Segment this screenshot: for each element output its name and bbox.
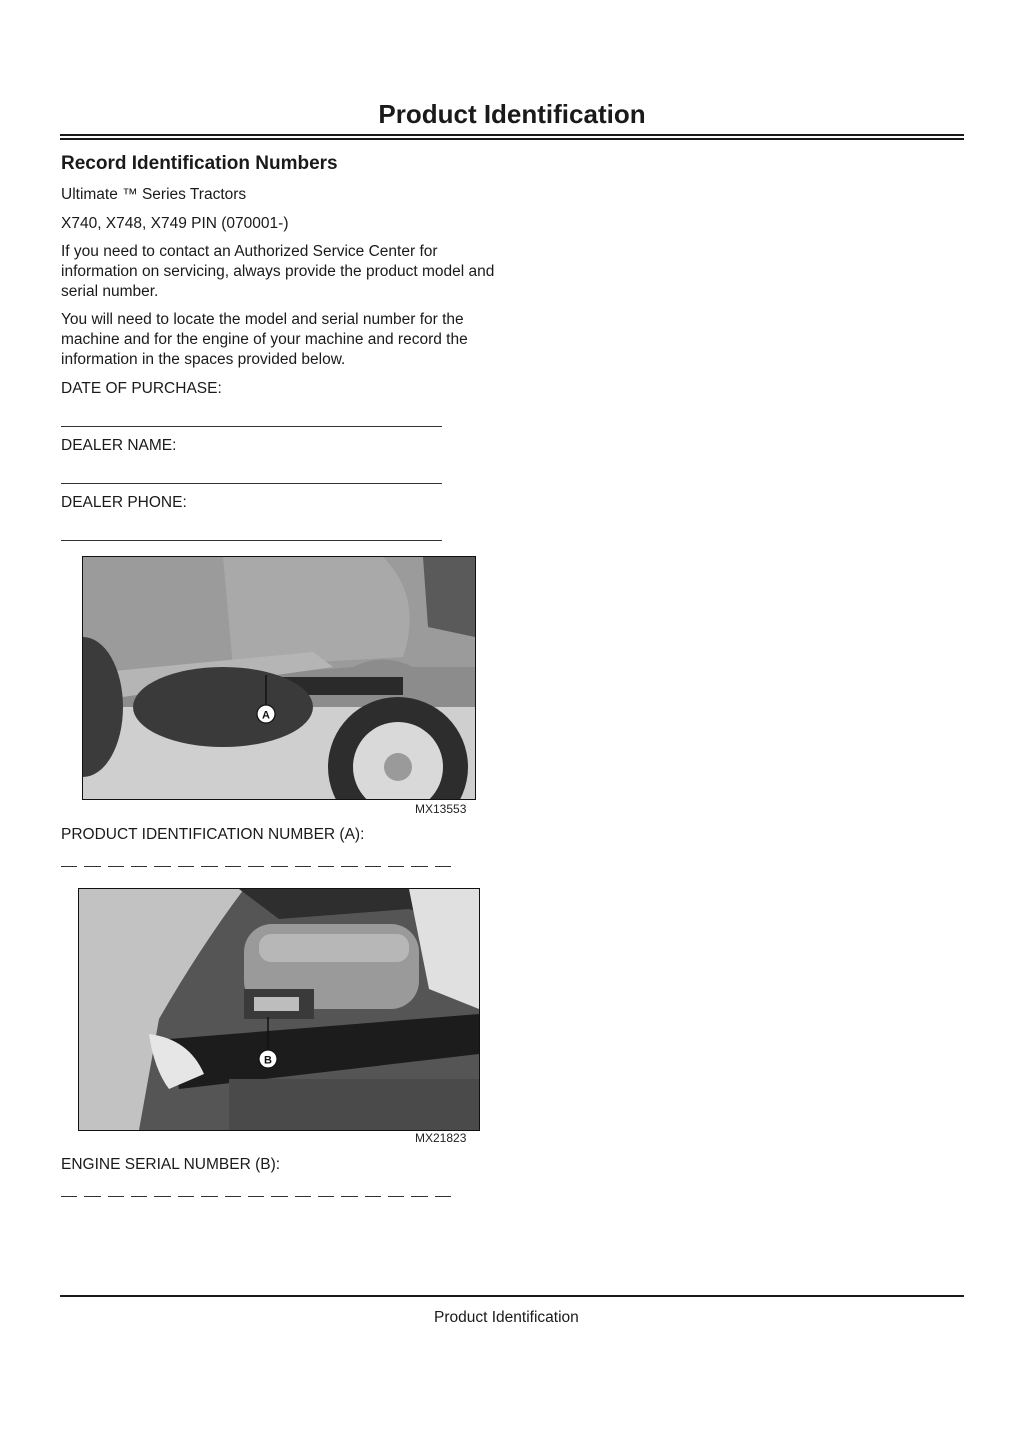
tractor-pin-photo: [82, 556, 476, 800]
engine-serial-blank: [61, 1190, 451, 1202]
footer-rule: [60, 1295, 964, 1297]
date-of-purchase-blank: [61, 426, 442, 427]
series-text: Ultimate ™ Series Tractors: [61, 186, 247, 203]
footer-text: Product Identification: [434, 1309, 579, 1326]
dealer-phone-blank: [61, 540, 442, 541]
section-heading: Record Identification Numbers: [61, 153, 338, 174]
dealer-name-blank: [61, 483, 442, 484]
title-rule-bottom: [60, 138, 964, 140]
callout-a: A: [262, 709, 270, 722]
title-rule-top: [60, 134, 964, 136]
callout-b: B: [264, 1054, 272, 1067]
pin-label: PRODUCT IDENTIFICATION NUMBER (A):: [61, 826, 365, 843]
dealer-name-label: DEALER NAME:: [61, 437, 177, 454]
dealer-phone-label: DEALER PHONE:: [61, 494, 187, 511]
contact-paragraph: If you need to contact an Authorized Service Center for information on servicing, always provide the product model and serial number.: [61, 243, 495, 300]
page-title: Product Identification: [378, 99, 646, 129]
locate-paragraph: You will need to locate the model and serial number for the machine and for the engine of your machine and record the information in the spaces provided below.: [61, 311, 468, 368]
engine-serial-label: ENGINE SERIAL NUMBER (B):: [61, 1156, 281, 1173]
pin-blank: [61, 860, 451, 872]
figure-code-2: MX21823: [415, 1131, 467, 1145]
engine-serial-photo: [78, 888, 480, 1131]
date-of-purchase-label: DATE OF PURCHASE:: [61, 380, 222, 397]
models-text: X740, X748, X749 PIN (070001-): [61, 215, 289, 232]
figure-code-1: MX13553: [415, 802, 467, 816]
